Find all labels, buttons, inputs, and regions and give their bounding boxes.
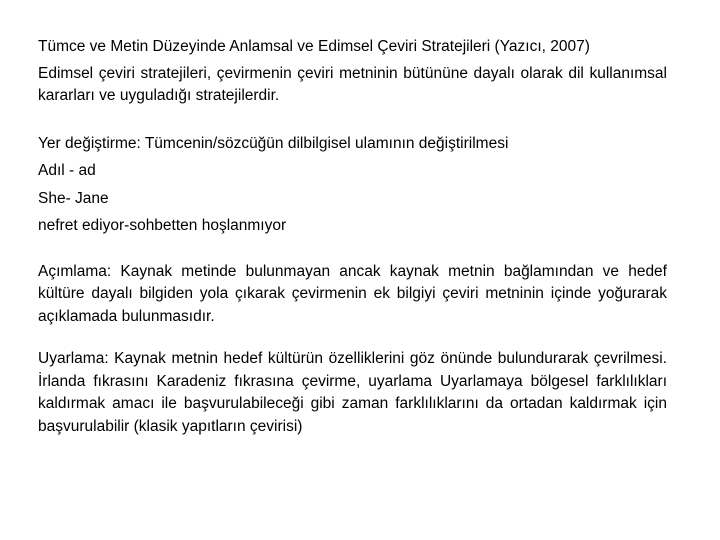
slide-content — [38, 36, 667, 438]
example-line: nefret ediyor-sohbetten hoşlanmıyor — [38, 217, 287, 234]
intro-paragraph: Edimsel çeviri stratejileri, çevirmenin çeviri metninin bütününe dayalı olarak dil kullanımsal kararları ve uyguladığı stratejilerdir. — [38, 64, 667, 104]
yer-degistirme-block — [38, 130, 667, 240]
uyarlama-block — [38, 348, 667, 438]
aciklama-paragraph: Açımlama: Kaynak metinde bulunmayan ancak kaynak metnin bağlamından ve hedef kültüre dayalı bilgiden yola çıkarak çevirmenin ek bilgiyi çeviri metninin içinde yoğurarak açıklamada bulunmasıdır. — [38, 262, 667, 325]
example-line: She- Jane — [38, 189, 109, 207]
aciklama-block — [38, 261, 667, 329]
section-heading: Tümce ve Metin Düzeyinde Anlamsal ve Edimsel Çeviri Stratejileri (Yazıcı, 2007) — [38, 38, 590, 55]
uyarlama-paragraph: Uyarlama: Kaynak metnin hedef kültürün özelliklerini göz önünde bulundurarak çevrilmesi. İrlanda fıkrasını Karadeniz fıkrasına çevirme, uyarlama Uyarlamaya bölgesel farklılıkları kaldırmak amacı ile başvurulabileceği gibi zaman farklılıklarını da ortadan kaldırmak için başvurulabilir (klasik yapıtların çevirisi) — [38, 350, 667, 435]
example-line: Adıl - ad — [38, 162, 96, 179]
intro-block — [38, 36, 667, 108]
yer-degistirme-definition: Yer değiştirme: Tümcenin/sözcüğün dilbilgisel ulamının değiştirilmesi — [38, 134, 509, 152]
